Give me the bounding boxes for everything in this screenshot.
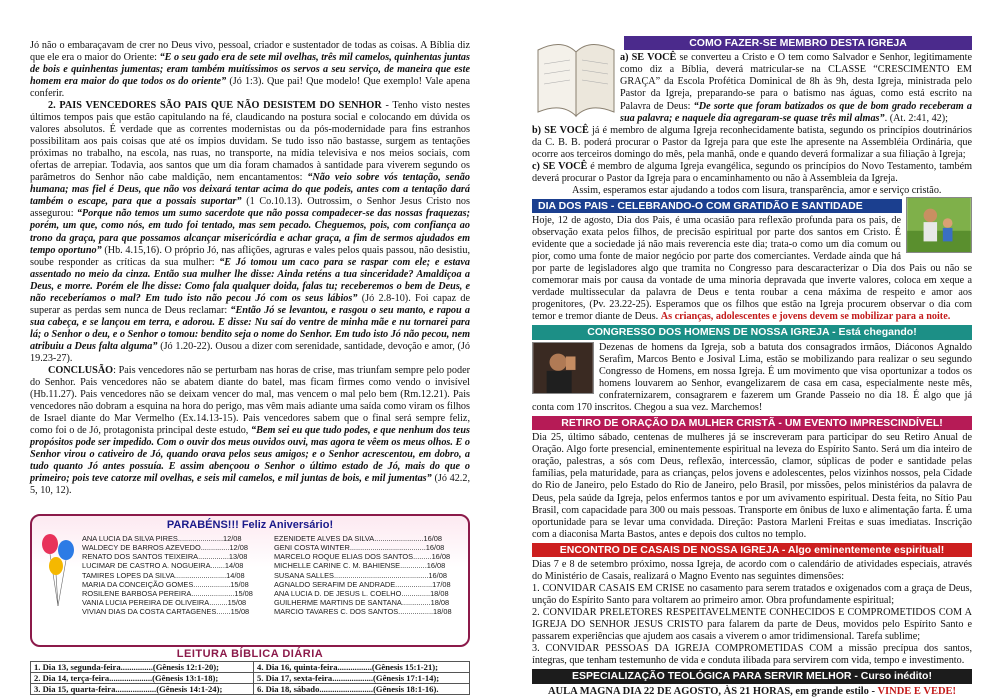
birthday-list xyxy=(32,532,468,617)
section-body: Dia 25, último sábado, centenas de mulheres já se inscreveram para participar do seu Retiro Anual de Oração. Algo forte presencial, eminentemente espiritual na leveza do Espírito Santo. Será um dia inteiro de oração, palestras, a sós com Deus, reflexão, intercessão, clamor, súplicas de poder e santidade pelas famílias, pela maturidade, para as crianças, pelos jovens e adolescentes, pelos vizinhos nossos, pela Cidade do Rio de Janeiro, pelo Estado do Rio de Janeiro, pelo Brasil, por missões, pelos ministérios da palavra de Deus, pela saúde da Igreja, pelos enfermos tantos e por um avivamento espiritual. Desta feita, no Sítio Pau Brasil, com capacidade para 300 ou mais pessoas. Transporte em ônibus de luxo e alimentação farta. É uma oportunidade para se levar uma convidada. Direção: Pastora Marleni Freitas e suas imediatas. Inscrição com a diaconisa Marta Bastos, antes e depois dos cultos no templo. xyxy=(532,432,972,540)
section-couples xyxy=(532,543,972,668)
text: : Pais vencedores não se perturbam nas horas de crise, mas triunfam sempre pelo poder do Senhor. Pais vencedores não se abatem diante do batel, mas ficam firmes como vendo o invisível (Hb.11.27). Pais vencedores não se deixam vencer do mal, mas vencem o mal pelo bem (Rm.12.21). Pais vencedores não dobram a esquina na hora do perigo, mas vêm mais adiante uma saída como viram os filhos de Israel diante do Mar Vermelho (Ex.14.13-15). Pais vencedores sabem que o final será sempre feliz, como foi o de Jó, protagonista principal deste estudo, xyxy=(30,364,470,436)
text: (Hb. 4.15,16). O próprio Jó, nas aflições, agruras e vales pelos quais passou, não desistiu, soube responder as críticas da sua mulher: xyxy=(30,244,470,268)
section-theology-course xyxy=(532,669,972,698)
list-item: 3. CONVIDAR PESSOAS DA IGREJA COMPROMETIDAS COM a missão precípua dos santos, íntegras, que tenham testemunho de vida e conduta ilibada para servirem com vida, tempo e investimento. xyxy=(532,643,972,667)
section-mens-congress xyxy=(532,325,972,414)
text: (Jó 2.8-10). Foi capaz de superar as perdas sem nunca de Deus reclamar: xyxy=(30,292,470,316)
list-item: TAMIRES LOPES DA SILVA.........................14/08 xyxy=(82,570,245,580)
right-column xyxy=(532,36,972,698)
left-column xyxy=(30,40,470,497)
open-bible-icon xyxy=(532,30,620,122)
list-item: VIVIAN DIAS DA COSTA CARTAGENES.......15/08 xyxy=(82,607,250,617)
bible-quote: “Não veio sobre vós tentação, senão humana; mas fiel é Deus, que não vos deixará tentar acima do que podeis, antes com a tentação dará também o escape, para que a possais suportar” xyxy=(30,172,470,208)
section-title: ENCONTRO DE CASAIS DE NOSSA IGREJA - Algo eminentemente espiritual! xyxy=(532,543,972,557)
list-item: ANA LUCIA D. DE JESUS L. COELHO..............18/08 xyxy=(274,589,449,598)
table-cell: 3. Dia 15, quarta-feira...................(Gênesis 14:1-24); xyxy=(31,684,254,695)
bible-quote: “Então Jó se levantou, e rasgou o seu manto, e rapou a sua cabeça, e se lançou em terra, e adorou. E disse: Nu saí do ventre de minha mãe e nu tornarei para lá; o Senhor o deu, e o Senhor o tomou: bendito seja o nome do Senhor. Em tudo isto Jó não pecou, nem atribuiu a Deus falta alguma” xyxy=(30,304,470,352)
section-title: DIA DOS PAIS - CELEBRANDO-O COM GRATIDÃO E SANTIDADE xyxy=(532,199,902,213)
birthday-title: PARABÉNS!!! Feliz Aniversário! xyxy=(166,519,334,531)
article-paragraph-3 xyxy=(30,365,470,497)
bible-quote: “E o seu gado era de sete mil ovelhas, três mil camelos, quinhentas juntas de bois e quinhentas jumentas; eram também muitíssimos os servos a seu serviço, de maneira que este homem era maior do que todos os do oriente” xyxy=(30,52,470,88)
section-body: Dias 7 e 8 de setembro próximo, nossa Igreja, de acordo com o calendário de atividades especiais, através do Ministério de Casais, realizará o Magno Evento nas seguintes dimensões: xyxy=(532,559,972,583)
table-cell: 6. Dia 18, sábado.........................(Gênesis 18:1-16). xyxy=(254,684,470,695)
highlight-text: As crianças, adolescentes e jovens devem se mobilizar para a noite. xyxy=(660,311,951,323)
text: já é membro de alguma Igreja reconhecidamente batista, segundo os princípios doutrinários da C. B. B. poderá procurar o Pastor da Igreja para que este lhe apresente na Assembléia Ordinária, que ocorre aos terceiros domingo do mês, pela manhã, onde e quando deverá formalizar a sua filiação à Igreja; xyxy=(532,124,972,160)
text: Jó não o embaraçavam de crer no Deus vivo, pessoal, criador e sustentador de todas as coisas. A Bíblia diz que ele era o maior do Oriente: xyxy=(30,40,470,64)
table-row xyxy=(31,673,470,684)
text: se converteu a Cristo e O tem como Salvador e Senhor, legitimamente como diz a Bíblia, deverá matricular-se na CLASSE “CRESCIMENTO EM GRAÇA” da Escola Profética Dominical de 8h às 9h, desta Igreja, ministrada pelo Pastor da Igreja, preparando-se para o batismo nas águas, como está escrito na Palavra de Deus: xyxy=(620,52,972,112)
list-item: 2. CONVIDAR PRELETORES RESPEITAVELMENTE CONHECIDOS E COMPROMETIDOS COM A IGREJA DO SENHOR JESUS CRISTO para falarem da parte de Deus, movidos pelo Espírito Santo e passarem experiências que ajudem aos casais a viverem o amor tridimensional. Tarefa sublime; xyxy=(532,607,972,643)
birthday-box xyxy=(30,514,470,647)
praying-man-photo xyxy=(532,342,594,394)
balloons-icon xyxy=(38,530,78,610)
birthday-col-2 xyxy=(274,534,458,617)
list-item: MARCELO ROQUE ELIAS DOS SANTOS.........16/08 xyxy=(274,552,451,562)
text: Hoje, 12 de agosto, Dia dos Pais, é uma ocasião para reflexão profunda para os pais, de observação exata pelos filhos, de precisão espiritual por parte dos santos em Cristo. É evidente que a sociedade já não mais reverencia este dia; trata-o como um dia comum ou pior, como uma fonte de maior negócio por parte dos comerciantes. Verdade ainda que há por parte de legisladores algo que tramita no Congresso para descaracterizar o Dia dos Pais ou não se comemorar mais por causa da vontade de uma minoria depravada que inverte valores, coloca em xeque a verdade multissecular da palavra de Deus e tenta roubar a cena máxima de respeito e amor aos progenitores, (Pv. 23.22-25). Esperamos que os filhos que estão na Igreja procurem observar o dia com temor e tremor diante de Deus. xyxy=(532,215,972,323)
text: é membro de alguma Igreja evangélica, segundo os princípios do Novo Testamento, também deverá procurar o Pastor da Igreja para o encaminhamento ou não à Assembleia da Igreja. xyxy=(532,160,973,184)
label: a) SE VOCÊ xyxy=(620,52,677,64)
bible-reading-box xyxy=(30,648,470,695)
article-paragraph-1 xyxy=(30,40,470,100)
list-item: LUCIMAR DE CASTRO A. NOGUEIRA.......14/08 xyxy=(82,561,244,571)
section-heading: CONCLUSÃO xyxy=(48,364,114,376)
list-item: 1. CONVIDAR CASAIS EM CRISE no casamento para serem tratados e oxigenados com a graça de Deus, unção do Espírito Santo para voltarem ao primeiro amor. Obra profundamente espiritual; xyxy=(532,583,972,607)
highlight-text: VINDE E VEDE! xyxy=(877,685,957,697)
bible-quote: “E Jó tomou um caco para se raspar com ele; e estava assentado no meio da cinza. Então sua mulher lhe disse: Ainda reténs a tua sinceridade? Amaldiçoa a Deus, e morre. Porém ele lhe disse: Como fala qualquer doida, falas tu; receberemos o bem de Deus, e não receberíamos o mal? Em tudo isto não pecou Jó com os seus lábios” xyxy=(30,256,471,304)
list-item: SUSANA SALLES..............................................16/08 xyxy=(274,570,447,580)
section-membership xyxy=(532,36,972,197)
table-cell: 4. Dia 16, quinta-feira................(Gênesis 15:1-21); xyxy=(254,661,470,672)
section-title: RETIRO DE ORAÇÃO DA MULHER CRISTÃ - UM EVENTO IMPRESCINDÍVEL! xyxy=(532,416,972,430)
bible-reading-table xyxy=(30,661,470,695)
text: (Jó 1:3). Que pai! Que modelo! Que exemplo! Vale apena conferir. xyxy=(30,76,470,100)
text: (Jó 42.2, 5, 10, 12). xyxy=(30,473,470,497)
label: c) SE VOCÊ xyxy=(532,160,588,172)
list-item: WALDECY DE BARROS AZEVEDO..............12/08 xyxy=(82,543,248,553)
text: AULA MAGNA DIA 22 DE AGOSTO, ÀS 21 HORAS, em grande estilo - xyxy=(547,685,878,697)
list-item: RENATO DOS SANTOS TEIXEIRA...............13/08 xyxy=(82,552,248,562)
list-item: MICHELLE CARINE C. M. BAHIENSE.............16/08 xyxy=(274,561,446,571)
list-item: AGNALDO SERAFIM DE ANDRADE..................17/08 xyxy=(274,579,451,589)
bible-quote: “De sorte que foram batizados os que de bom grado receberam a sua palavra; e naquele dia agregaram-se quase três mil almas” xyxy=(620,100,972,124)
section-body xyxy=(532,125,972,161)
section-title: COMO FAZER-SE MEMBRO DESTA IGREJA xyxy=(624,36,972,50)
section-body: Dezenas de homens da Igreja, sob a batuta dos consagrados irmãos, Diáconos Agnaldo Serafim, Marcos Bento e Josival Lima, estão se mobilizando para realizar o seu segundo Congresso de Homens, em nossa Igreja. É um movimento que visa oportunizar a todos os homens louvarem ao Senhor, evangelizarem de casa em casa, especialmente neste mês, confraternizarem, consagrarem e fazerem um Grande Passeio no dia 18. É algo que já conta com 170 inscritos. Chegou a sua vez. Marchemos! xyxy=(532,341,972,413)
list-item: GUILHERME MARTINS DE SANTANA..............18/08 xyxy=(274,598,450,608)
section-title: ESPECIALIZAÇÃO TEOLÓGICA PARA SERVIR MELHOR - Curso inédito! xyxy=(532,669,972,683)
table-cell: 2. Dia 14, terça-feira....................(Gênesis 13:1-18); xyxy=(31,673,254,684)
list-item: MARCIO TAVARES C. DOS SANTOS.................18/08 xyxy=(274,607,452,617)
list-item: EZENIDETE ALVES DA SILVA........................16/08 xyxy=(274,533,442,543)
label: b) SE VOCÊ xyxy=(532,124,589,136)
course-announcement xyxy=(532,686,972,698)
section-heading: 2. PAIS VENCEDORES SÃO PAIS QUE NÃO DESISTEM DO SENHOR xyxy=(48,100,382,112)
table-cell: 5. Dia 17, sexta-feira...................(Gênesis 17:1-14); xyxy=(254,673,470,684)
article-paragraph-2 xyxy=(30,100,470,365)
birthday-col-1 xyxy=(82,534,266,617)
section-body: Assim, esperamos estar ajudando a todos com lisura, transparência, amor e serviço cristão. xyxy=(572,184,942,196)
list-item: VANIA LUCIA PEREIRA DE OLIVEIRA.........15/08 xyxy=(82,598,247,608)
section-womens-retreat xyxy=(532,416,972,541)
bible-quote: “Bem sei eu que tudo podes, e que nenhum dos teus propósitos pode ser impedido. Com o ouvir dos meus ouvidos ouvi, mas agora te vêem os meus olhos. E o Senhor virou o cativeiro de Jó, quando orava pelos seus amigos; e o Senhor acrescentou, em dobro, a tudo quanto Jó antes possuía. E assim abençoou o Senhor o último estado de Jó, mais do que o primeiro; pois teve catorze mil ovelhas, e seis mil camelos, e mil juntas de bois, e mil jumentas” xyxy=(30,425,470,485)
text: . (At. 2:41, 42); xyxy=(884,112,948,124)
table-cell: 1. Dia 13, segunda-feira...............(Gênesis 12:1-20); xyxy=(31,661,254,672)
section-body xyxy=(532,161,972,185)
father-son-photo xyxy=(906,197,972,253)
text: - Tenho visto nestes últimos tempos pais que estão capitulando na fé, claudicando na postura social e colocando em dúvida os valores absolutos. É verdade que as correntes modernistas ou da pós-modernidade para fins estranhos possibilitam aos pais coisas que até os ímpios duvidam. Se tudo isso não bastasse, surgem as tentações próximas no trabalho, na escola, nas ruas, no transporte, na mídia televisiva e nos meios sociais, com ofertas de arrepiar. Todavia, aos santos que um dia foram chamados à santidade para viverem segundo os parâmetros do Senhor não cabe maldição, nem encantamentos: xyxy=(30,100,471,184)
bible-quote: “Porque não temos um sumo sacerdote que não possa compadecer-se das nossas fraquezas; porém, um que, como nós, em tudo foi tentado, mas sem pecado. Cheguemos, pois, com confiança ao trono da graça, para que possamos alcançar misericórdia e achar graça, a fim de sermos ajudados em tempo oportuno” xyxy=(30,208,470,256)
section-fathers-day xyxy=(532,199,972,324)
list-item: MARIA DA CONCEIÇÃO GOMES..................15/08 xyxy=(82,579,249,589)
list-item: ROSILENE BARBOSA PEREIRA.....................15/08 xyxy=(82,589,253,598)
list-item: GENI COSTA WINTER.....................................16/08 xyxy=(274,543,445,553)
list-item: ANA LUCIA DA SILVA PIRES......................12/08 xyxy=(82,533,242,543)
table-row xyxy=(31,661,470,672)
section-title: CONGRESSO DOS HOMENS DE NOSSA IGREJA - Está chegando! xyxy=(532,325,972,339)
text: (Jó 1.20-22). Ousou a dizer com serenidade, santidade, devoção e amor, (Jó 19.23-27). xyxy=(30,340,470,364)
bible-reading-title: LEITURA BÍBLICA DIÁRIA xyxy=(176,648,324,660)
table-row xyxy=(31,684,470,695)
text: (1 Co.10.13). Outrossim, o Senhor Jesus Cristo nos assegurou: xyxy=(30,196,470,220)
